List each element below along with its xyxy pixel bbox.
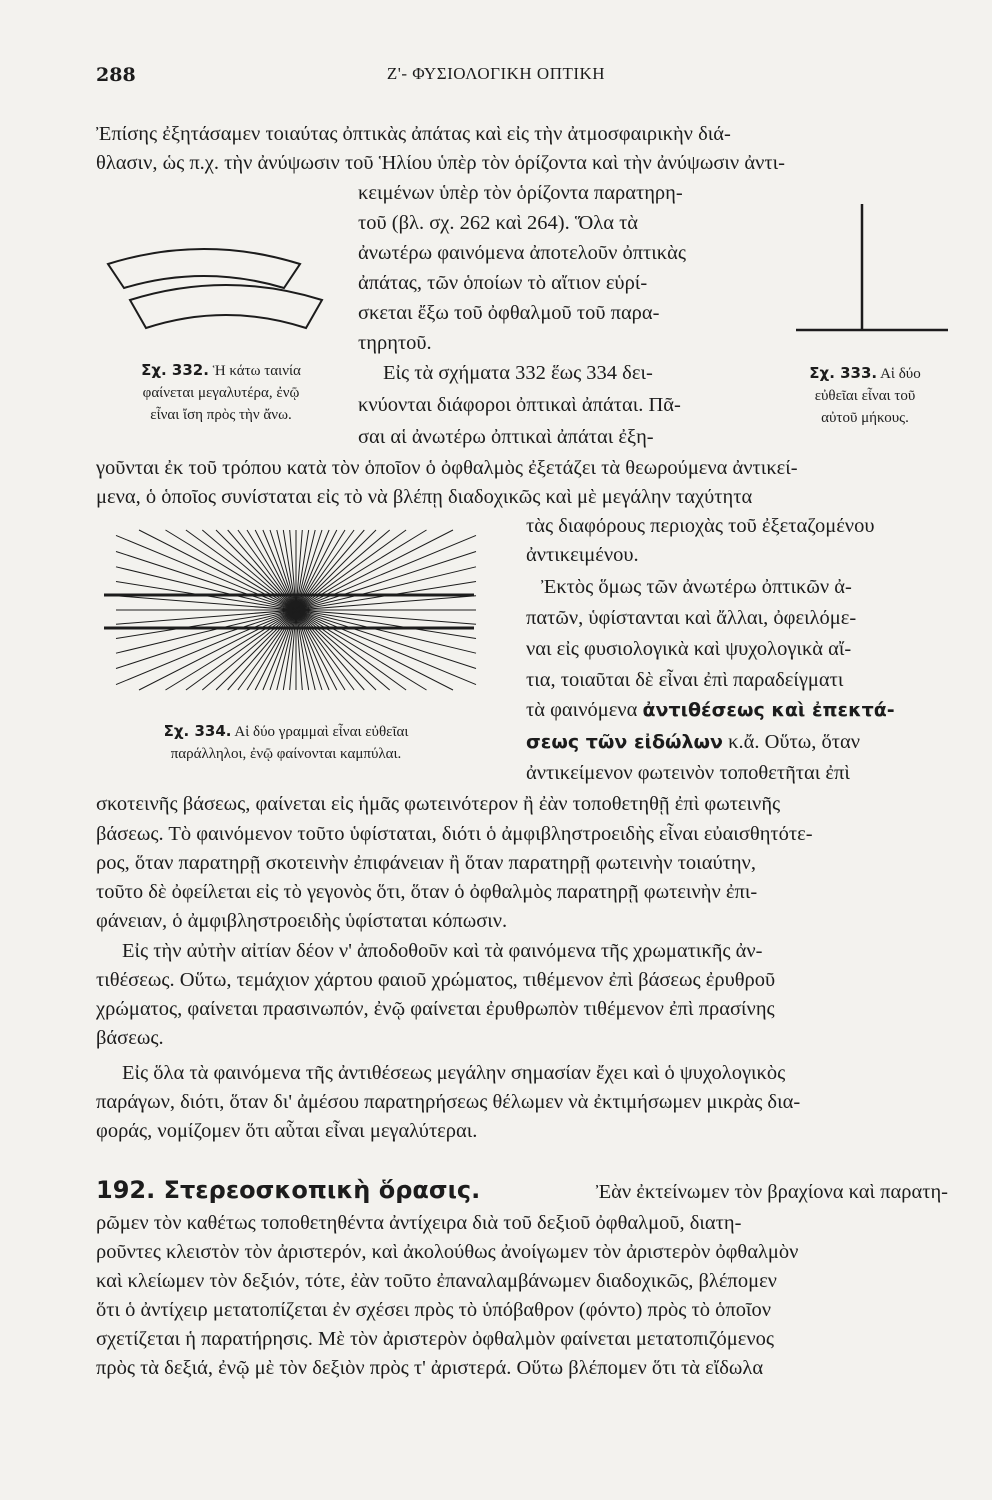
figure-333-inverted-t <box>790 200 950 340</box>
section-192-line-2: ρῶμεν τὸν καθέτως τοποθετηθέντα ἀντίχειρα διὰ τοῦ δεξιοῦ ὀφθαλμοῦ, διατη- <box>96 1212 742 1234</box>
para2-line-4: γοῦνται ἐκ τοῦ τρόπου κατὰ τὸν ὁποῖον ὁ ὀφθαλμὸς ἐξετάζει τὰ θεωρούμενα ἀντικεί- <box>96 457 798 479</box>
para4-line-2: τιθέσεως. Οὕτω, τεμάχιον χάρτου φαιοῦ χρώματος, τιθέμενον ἐπὶ βάσεως ἐρυθροῦ <box>96 969 776 991</box>
para2-line-1: Εἰς τὰ σχήματα 332 ἕως 334 δει- <box>383 362 653 384</box>
para5-line-3: φοράς, νομίζομεν ὅτι αὗται εἶναι μεγαλύτεραι. <box>96 1120 478 1142</box>
para3-line-1: Ἐκτὸς ὅμως τῶν ἀνωτέρω ὀπτικῶν ἀ- <box>541 576 852 598</box>
para3-line-3: ναι εἰς φυσιολογικὰ καὶ ψυχολογικὰ αἴ- <box>526 638 852 660</box>
figure-332-caption: Σχ. 332. Ἡ κάτω ταινία φαίνεται μεγαλυτέρα, ἐνῷ εἶναι ἴση πρὸς τὴν ἄνω. <box>141 361 301 423</box>
figure-334-hering-illusion <box>96 530 476 710</box>
para1-line-8: τηρητοῦ. <box>358 332 432 354</box>
section-192-line-1: 192. Στερεοσκοπικὴ ὅρασις. Ἐὰν ἐκτείνωμεν τὸν βραχίονα καὶ παρατη- <box>96 1176 948 1204</box>
para3-line-5: τὰ φαινόμενα ἀντιθέσεως καὶ ἐπεκτά- <box>526 699 895 721</box>
figure-332-bands <box>100 236 340 346</box>
figure-333-caption: Σχ. 333. Αἱ δύο εὐθεῖαι εἶναι τοῦ αὐτοῦ μήκους. <box>809 364 921 426</box>
para2-line-6: τὰς διαφόρους περιοχὰς τοῦ ἐξεταζομένου <box>526 515 875 537</box>
para5-line-2: παράγων, διότι, ὅταν δι' ἀμέσου παρατηρήσεως θέλωμεν νὰ ἐκτιμήσωμεν μικρὰς δια- <box>96 1091 801 1113</box>
lower-band <box>130 285 322 328</box>
para3-line-10: ρος, ὅταν παρατηρῇ σκοτεινὴν ἐπιφάνειαν ἢ ὅταν παρατηρῇ φωτεινὴν τοιαύτην, <box>96 852 756 874</box>
page-number: 288 <box>96 64 136 86</box>
section-192-line-7: πρὸς τὰ δεξιά, ἐνῷ μὲ τὸν δεξιὸν πρὸς τ' ἀριστερά. Οὕτω βλέπομεν ὅτι τὰ εἴδωλα <box>96 1357 764 1379</box>
section-192-line-6: σχετίζεται ἡ παρατήρησις. Μὲ τὸν ἀριστερὸν ὀφθαλμὸν φαίνεται μετατοπιζόμενος <box>96 1328 775 1350</box>
para3-line-11: τοῦτο δὲ ὀφείλεται εἰς τὸ γεγονὸς ὅτι, ὅταν ὁ ὀφθαλμὸς παρατηρῇ φωτεινὴν ἐπι- <box>96 881 758 903</box>
running-head: Ζ'- ΦΥΣΙΟΛΟΓΙΚΗ ΟΠΤΙΚΗ <box>386 64 606 83</box>
para4-line-1: Εἰς τὴν αὐτὴν αἰτίαν δέον ν' ἀποδοθοῦν καὶ τὰ φαινόμενα τῆς χρωματικῆς ἀν- <box>122 940 763 962</box>
para3-line-9: βάσεως. Τὸ φαινόμενον τοῦτο ὑφίσταται, διότι ὁ ἀμφιβληστροειδὴς εἶναι εὐαισθητότε- <box>96 823 813 845</box>
para1-line-6: ἀπάτας, τῶν ὁποίων τὸ αἴτιον εὑρί- <box>358 272 648 294</box>
upper-band <box>108 249 300 288</box>
para3-line-2: πατῶν, ὑφίστανται καὶ ἄλλαι, ὀφειλόμε- <box>526 607 857 629</box>
bold-term-contrast: ἀντιθέσεως καὶ ἐπεκτά- <box>642 699 895 721</box>
para2-line-3: σαι αἱ ἀνωτέρω ὀπτικαὶ ἀπάται ἐξη- <box>358 426 654 448</box>
section-192-line-4: καὶ κλείωμεν τὸν δεξιόν, τότε, ἐὰν τοῦτο ἐπαναλαμβάνωμεν διαδοχικῶς, βλέπομεν <box>96 1270 777 1292</box>
para4-line-3: χρώματος, φαίνεται πρασινωπόν, ἐνῷ φαίνεται ἐρυθρωπὸν τιθέμενον ἐπὶ πρασίνης <box>96 998 775 1020</box>
para2-line-5: μενα, ὁ ὁποῖος συνίσταται εἰς τὸ νὰ βλέπῃ διαδοχικῶς καὶ μὲ μεγάλην ταχύτητα <box>96 486 753 508</box>
para1-line-5: ἀνωτέρω φαινόμενα ἀποτελοῦν ὀπτικὰς <box>358 242 686 264</box>
figure-334-caption: Σχ. 334. Αἱ δύο γραμμαὶ εἶναι εὐθεῖαι παράλληλοι, ἐνῷ φαίνονται καμπύλαι. <box>163 722 409 762</box>
para1-line-2: θλασιν, ὡς π.χ. τὴν ἀνύψωσιν τοῦ Ἡλίου ὑπὲρ τὸν ὁρίζοντα καὶ τὴν ἀνύψωσιν ἀντι- <box>96 152 785 174</box>
para3-line-12: φάνειαν, ὁ ἀμφιβληστροειδὴς ὑφίσταται κόπωσιν. <box>96 910 508 932</box>
figure-333-label: Σχ. 333. <box>809 364 878 382</box>
para1-line-7: σκεται ἔξω τοῦ ὀφθαλμοῦ τοῦ παρα- <box>358 302 660 324</box>
para3-line-7: ἀντικείμενον φωτεινὸν τοποθετῆται ἐπὶ <box>526 762 850 784</box>
para2-line-7: ἀντικειμένου. <box>526 544 639 566</box>
section-192-line-3: ροῦντες κλειστὸν τὸν ἀριστερόν, καὶ ἀκολούθως ἀνοίγωμεν τὸν ἀριστερὸν ὀφθαλμὸν <box>96 1241 799 1263</box>
bold-term-extension: σεως τῶν εἰδώλων <box>526 731 723 753</box>
para4-line-4: βάσεως. <box>96 1027 164 1049</box>
section-192-line-5: ὅτι ὁ ἀντίχειρ μετατοπίζεται ἐν σχέσει πρὸς τὸ ὑπόβαθρον (φόντο) πρὸς τὸ ὁποῖον <box>96 1299 772 1321</box>
para1-line-4: τοῦ (βλ. σχ. 262 καὶ 264). Ὅλα τὰ <box>358 212 639 234</box>
para2-line-2: κνύονται διάφοροι ὀπτικαὶ ἀπάται. Πᾶ- <box>358 394 681 416</box>
center-burst <box>287 601 305 619</box>
para3-line-4: τια, τοιαῦται δὲ εἶναι ἐπὶ παραδείγματι <box>526 669 844 691</box>
para1-line-1: Ἐπίσης ἐξητάσαμεν τοιαύτας ὀπτικὰς ἀπάτας καὶ εἰς τὴν ἀτμοσφαιρικὴν διά- <box>96 123 731 145</box>
section-192-title: 192. Στερεοσκοπικὴ ὅρασις. <box>96 1176 481 1204</box>
para1-line-3: κειμένων ὑπὲρ τὸν ὁρίζοντα παρατηρη- <box>358 182 683 204</box>
para5-line-1: Εἰς ὅλα τὰ φαινόμενα τῆς ἀντιθέσεως μεγάλην σημασίαν ἔχει καὶ ὁ ψυχολογικὸς <box>122 1062 786 1084</box>
para3-line-8: σκοτεινῆς βάσεως, φαίνεται εἰς ἡμᾶς φωτεινότερον ἢ ἐὰν τοποθετηθῇ ἐπὶ φωτεινῆς <box>96 793 781 815</box>
figure-332-label: Σχ. 332. <box>141 361 209 379</box>
para3-line-6: σεως τῶν εἰδώλων κ.ἄ. Οὕτω, ὅταν <box>526 731 861 753</box>
figure-334-label: Σχ. 334. <box>163 722 232 740</box>
